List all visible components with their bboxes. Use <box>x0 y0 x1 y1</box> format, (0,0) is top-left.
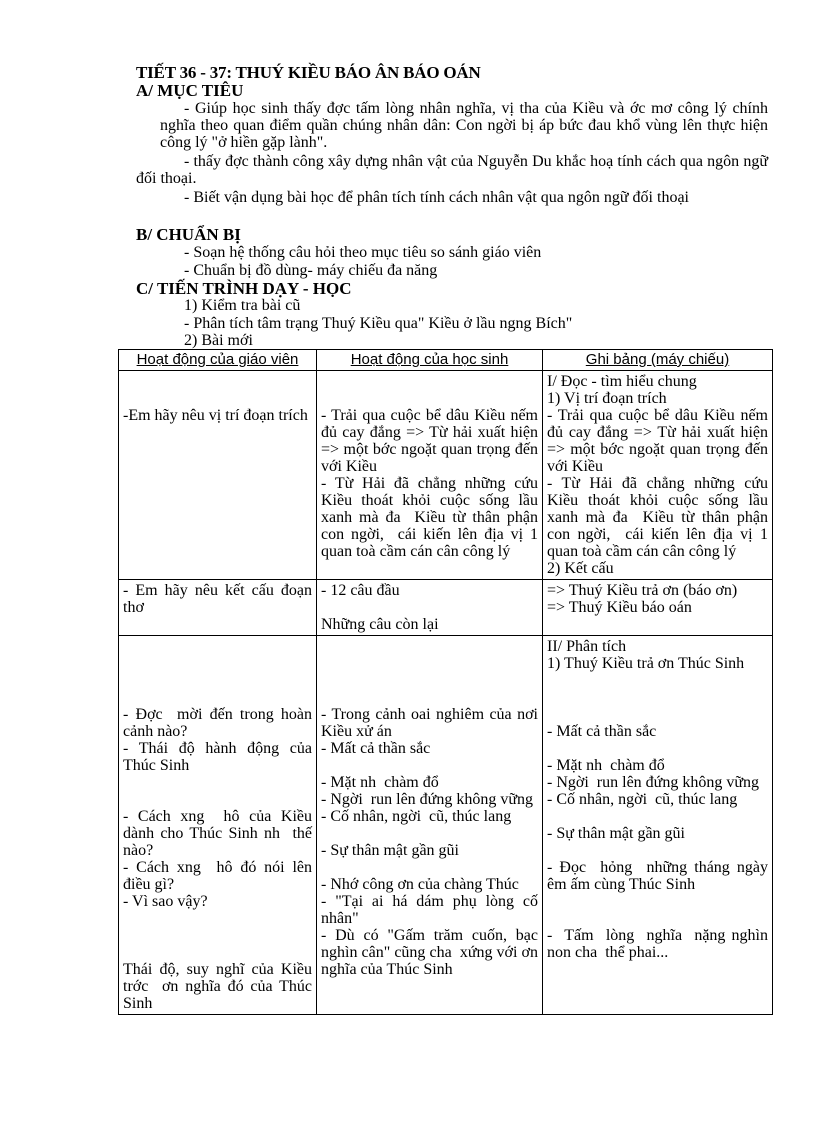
teacher-question: - Đợc mời đến trong hoàn cảnh nào? <box>123 706 316 740</box>
student-answer: - Ngời run lên đứng không vững <box>321 791 534 808</box>
student-answer: - Mặt nh chàm đổ <box>321 774 439 791</box>
student-answer: - Sự thân mật gần gũi <box>321 842 459 859</box>
student-answer: - Dù có "Gấm trăm cuốn, bạc nghìn cân" cũng cha xứng với ơn nghĩa của Thúc Sinh <box>321 927 542 978</box>
student-cell <box>317 636 543 1015</box>
student-answer: - Nhớ công ơn của chàng Thúc <box>321 876 519 893</box>
student-cell <box>317 371 543 580</box>
student-answer: - Cố nhân, ngời cũ, thúc lang <box>321 808 512 825</box>
board-note: - Sự thân mật gần gũi <box>547 825 685 842</box>
board-note: - Ngời run lên đứng không vững <box>547 774 760 791</box>
heading-procedure: C/ TIẾN TRÌNH DẠY - HỌC <box>136 279 352 298</box>
table-header-row <box>119 350 773 371</box>
objective-paragraph-3: - Biết vận dụng bài học để phân tích tính cách nhân vật qua ngôn ngữ đối thoại <box>184 189 689 206</box>
student-answer: - 12 câu đầu <box>321 582 400 599</box>
student-answer: - "Tại ai há dám phụ lòng cố nhân" <box>321 893 542 927</box>
preparation-line-2: - Chuẩn bị đồ dùng- máy chiếu đa năng <box>184 262 438 279</box>
board-subheading: 1) Thuý Kiều trả ơn Thúc Sinh <box>547 655 745 672</box>
board-note: - Trải qua cuộc bể dâu Kiều nếm đủ cay đắng => Từ hải xuất hiện => một bớc ngoặt quan trọng đến với Kiều - Từ Hải đã chẳng những cứu Kiều thoát khỏi cuộc sống lầu xanh mà đa Kiều từ thân phận con ngời, cái kiến lên địa vị 1 quan toà cầm cán cân công lý <box>547 407 768 560</box>
student-answer: - Trải qua cuộc bể dâu Kiều nếm đủ cay đắng => Từ hải xuất hiện => một bớc ngoặt quan trọng đến với Kiều - Từ Hải đã chẳng những cứu Kiều thoát khỏi cuộc sống lầu xanh mà đa Kiều từ thân phận con ngời, cái kiến lên địa vị 1 quan toà cầm cán cân công lý <box>321 407 538 560</box>
board-note: - Tấm lòng nghĩa nặng nghìn non cha thể phai... <box>547 927 772 961</box>
teacher-question: - Em hãy nêu kết cấu đoạn thơ <box>123 582 316 616</box>
teacher-question: - Vì sao vậy? <box>123 893 208 910</box>
board-note: - Mặt nh chàm đổ <box>547 757 665 774</box>
teacher-question: Thái độ, suy nghĩ của Kiều trớc ơn nghĩa đó của Thúc Sinh <box>123 961 316 1012</box>
objective-paragraph-1: - Giúp học sinh thấy đợc tấm lòng nhân nghĩa, vị tha của Kiều và ớc mơ công lý chính nghĩa theo quan điểm quần chúng nhân dân: Con ngời bị áp bức đau khổ vùng lên thực hiện công lý "ở hiền gặp lành". <box>160 100 768 151</box>
board-cell <box>543 636 773 1015</box>
board-note: - Đọc hỏng những tháng ngày êm ấm cùng Thúc Sinh <box>547 859 772 893</box>
teacher-cell <box>119 580 317 636</box>
board-note: => Thuý Kiều báo oán <box>547 599 692 616</box>
teacher-cell <box>119 636 317 1015</box>
procedure-line-3: 2) Bài mới <box>184 332 253 349</box>
student-answer: - Mất cả thần sắc <box>321 740 431 757</box>
table-row <box>119 636 773 1015</box>
board-cell <box>543 580 773 636</box>
board-subheading: 2) Kết cấu <box>547 560 614 577</box>
preparation-line-1: - Soạn hệ thống câu hỏi theo mục tiêu so sánh giáo viên <box>184 244 542 261</box>
header-teacher-activity: Hoạt động của giáo viên <box>119 350 317 371</box>
board-cell <box>543 371 773 580</box>
board-section-heading: II/ Phân tích <box>547 638 627 655</box>
board-section-heading: I/ Đọc - tìm hiểu chung <box>547 373 697 390</box>
board-note: => Thuý Kiều trả ơn (báo ơn) <box>547 582 738 599</box>
teacher-question: - Thái độ hành động của Thúc Sinh <box>123 740 316 774</box>
teacher-question: - Cách xng hô đó nói lên điều gì? <box>123 859 316 893</box>
teacher-question: - Cách xng hô của Kiều dành cho Thúc Sinh nh thế nào? <box>123 808 316 859</box>
lesson-activity-table <box>118 349 773 1015</box>
header-board-notes: Ghi bảng (máy chiếu) <box>543 350 773 371</box>
board-subheading: 1) Vị trí đoạn trích <box>547 390 667 407</box>
student-answer: - Trong cảnh oai nghiêm của nơi Kiều xử án <box>321 706 542 740</box>
header-student-activity: Hoạt động của học sinh <box>317 350 543 371</box>
student-cell <box>317 580 543 636</box>
objective-paragraph-2: - thấy đợc thành công xây dựng nhân vật của Nguyễn Du khắc hoạ tính cách qua ngôn ngữ đối thoại. <box>136 153 768 187</box>
teacher-question: -Em hãy nêu vị trí đoạn trích <box>123 407 308 424</box>
procedure-line-1: 1) Kiểm tra bài cũ <box>184 297 301 314</box>
lesson-title: TIẾT 36 - 37: THUÝ KIỀU BÁO ÂN BÁO OÁN <box>136 63 481 82</box>
board-note: - Mất cả thần sắc <box>547 723 657 740</box>
table-row <box>119 580 773 636</box>
heading-objectives: A/ MỤC TIÊU <box>136 81 244 100</box>
teacher-cell <box>119 371 317 580</box>
table-row <box>119 371 773 580</box>
board-note: - Cố nhân, ngời cũ, thúc lang <box>547 791 738 808</box>
student-answer: Những câu còn lại <box>321 616 439 633</box>
procedure-line-2: - Phân tích tâm trạng Thuý Kiều qua" Kiều ở lầu ngng Bích" <box>184 315 573 332</box>
heading-preparation: B/ CHUẨN BỊ <box>136 225 241 244</box>
